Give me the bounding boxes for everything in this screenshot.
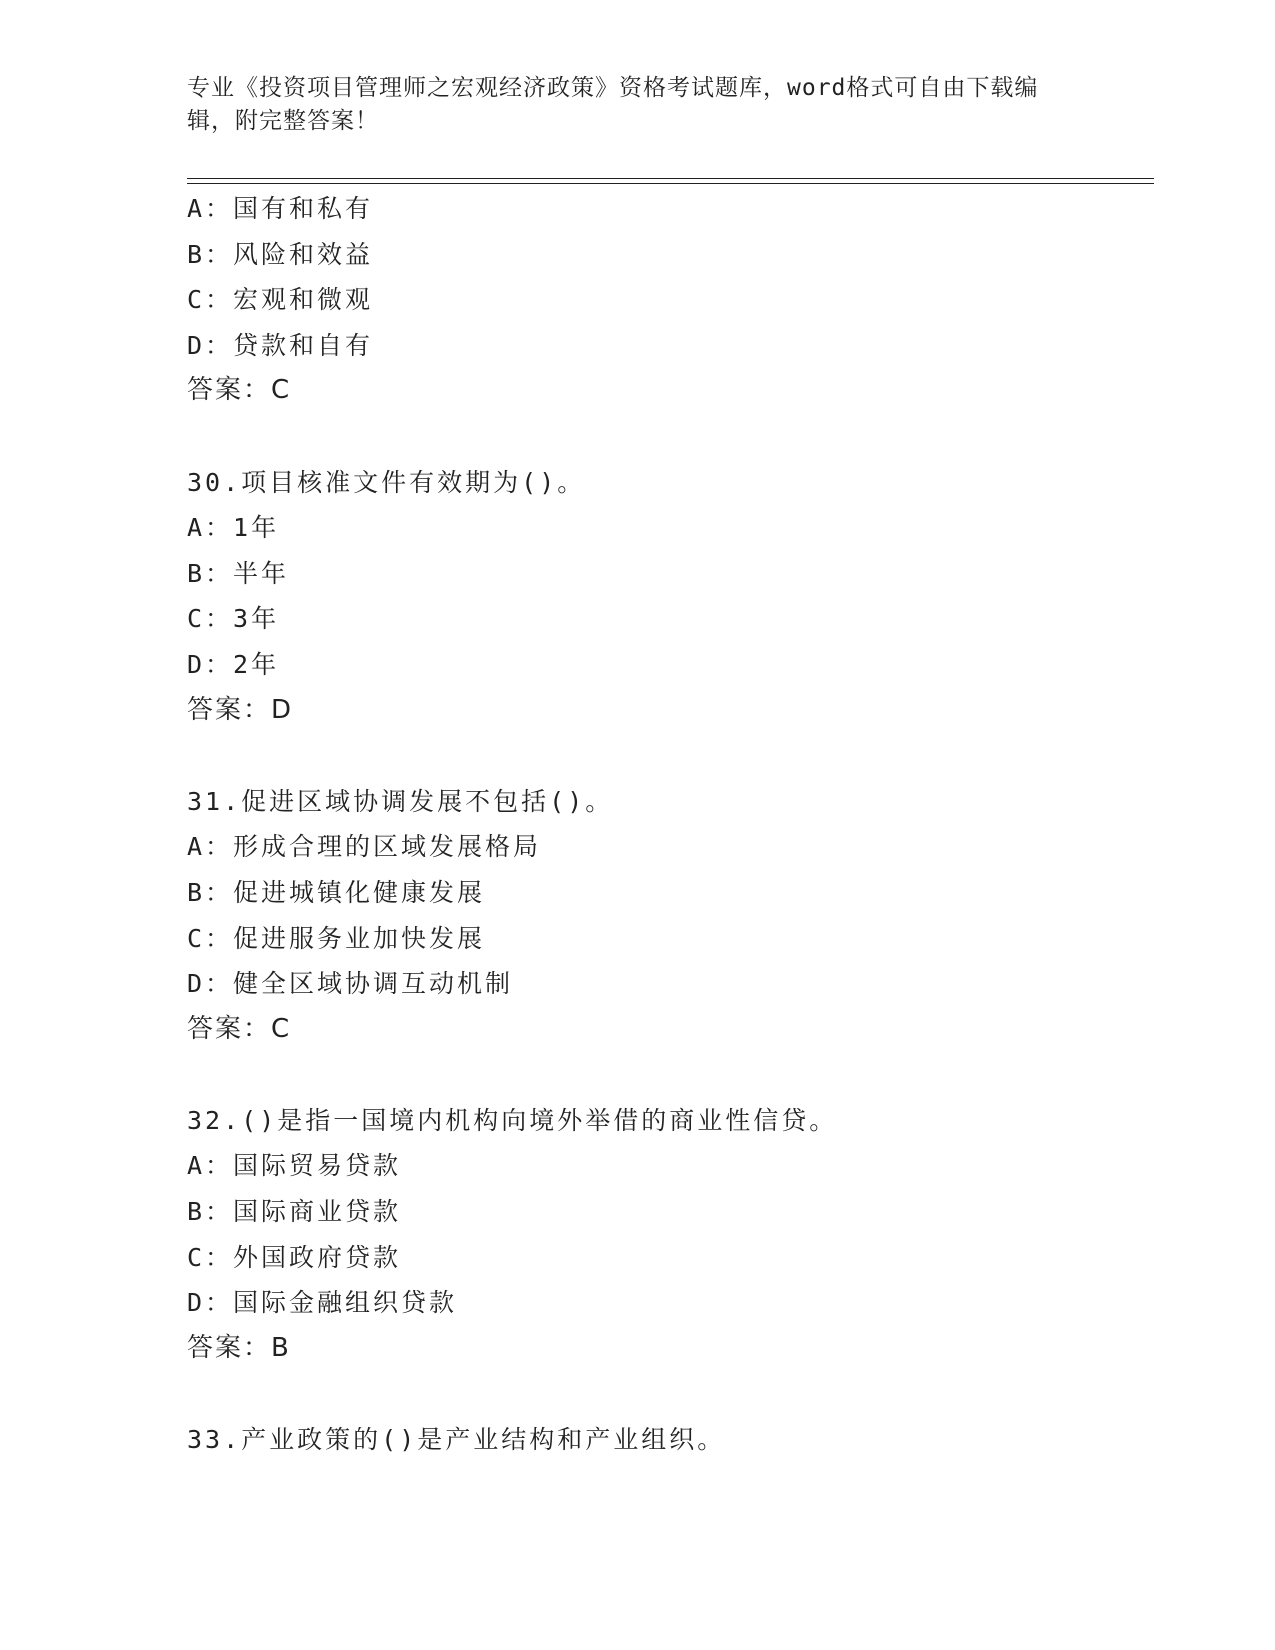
spacer bbox=[187, 733, 1154, 779]
answer-line: 答案：B bbox=[187, 1332, 291, 1363]
spacer bbox=[187, 414, 1154, 460]
spacer bbox=[187, 1371, 1154, 1417]
option-a: A：国际贸易贷款 bbox=[187, 1151, 402, 1181]
spacer bbox=[187, 1052, 1154, 1098]
option-b: B：风险和效益 bbox=[187, 239, 374, 269]
option-b: B：国际商业贷款 bbox=[187, 1197, 402, 1227]
option-b: B：促进城镇化健康发展 bbox=[187, 877, 486, 907]
question-block-32 bbox=[187, 1098, 1154, 1372]
option-c: C：宏观和微观 bbox=[187, 285, 374, 315]
option-a: A：形成合理的区域发展格局 bbox=[187, 832, 542, 862]
answer-line: 答案：C bbox=[187, 1013, 292, 1044]
option-d: D：国际金融组织贷款 bbox=[187, 1288, 458, 1318]
option-c: C：促进服务业加快发展 bbox=[187, 923, 486, 953]
question-list bbox=[187, 186, 1154, 1463]
option-d: D：健全区域协调互动机制 bbox=[187, 969, 514, 999]
question-stem: 31.促进区域协调发展不包括()。 bbox=[187, 786, 614, 816]
question-stem: 30.项目核准文件有效期为()。 bbox=[187, 467, 586, 497]
option-a: A：国有和私有 bbox=[187, 194, 374, 223]
option-c: C：外国政府贷款 bbox=[187, 1242, 402, 1272]
question-stem: 33.产业政策的()是产业结构和产业组织。 bbox=[187, 1425, 726, 1455]
option-d: D：2年 bbox=[187, 649, 280, 679]
answer-line: 答案：D bbox=[187, 694, 294, 725]
question-block-30 bbox=[187, 460, 1154, 734]
header-line-1: 专业《投资项目管理师之宏观经济政策》资格考试题库，word格式可自由下载编 bbox=[187, 75, 1039, 101]
document-header bbox=[187, 72, 1067, 138]
answer-line: 答案：C bbox=[187, 375, 292, 406]
question-block-31 bbox=[187, 779, 1154, 1053]
option-b: B：半年 bbox=[187, 558, 290, 588]
question-block-33 bbox=[187, 1417, 1154, 1463]
header-line-2: 辑，附完整答案！ bbox=[187, 108, 379, 134]
question-block-29 bbox=[187, 186, 1154, 414]
option-a: A：1年 bbox=[187, 513, 280, 543]
option-c: C：3年 bbox=[187, 604, 280, 634]
header-double-rule bbox=[187, 178, 1154, 184]
option-d: D：贷款和自有 bbox=[187, 330, 374, 360]
question-stem: 32.()是指一国境内机构向境外举借的商业性信贷。 bbox=[187, 1105, 838, 1135]
